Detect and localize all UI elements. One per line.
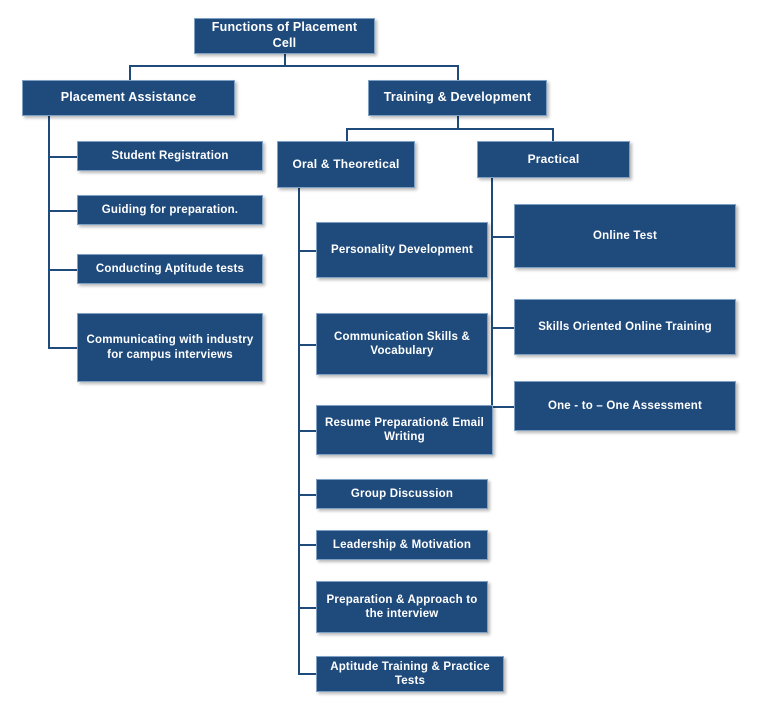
node-practical[interactable] [477,141,630,178]
connector-oral-branch-2 [298,344,316,346]
connector-placement-branch-2 [48,210,77,212]
node-root-label: Functions of Placement Cell [211,20,358,50]
node-one-to-one-assessment[interactable] [514,381,736,431]
node-aptitude-training-practice-tests[interactable] [316,656,504,692]
node-label: Guiding for preparation. [101,203,239,216]
node-label: Online Test [593,229,657,242]
connector-placement-branch-1 [48,156,77,158]
node-placement-assistance-label: Placement Assistance [60,90,197,105]
node-group-discussion[interactable] [316,479,488,509]
node-oral-theoretical[interactable] [277,141,415,188]
connector-placement-spine [48,116,50,348]
node-personality-development[interactable] [316,222,488,278]
node-online-test[interactable] [514,204,736,268]
node-label: Aptitude Training & Practice Tests [330,660,490,687]
node-placement-assistance[interactable] [22,80,235,116]
node-label: Communicating with industry for campus interviews [86,334,254,361]
connector-placement-branch-3 [48,269,77,271]
node-communication-skills-vocabulary[interactable] [316,313,488,375]
connector-to-oral [346,128,348,141]
connector-oral-branch-7 [298,673,316,675]
connector-to-training-development [457,65,459,80]
node-training-development[interactable] [368,80,547,116]
connector-to-practical [552,128,554,141]
node-student-registration[interactable] [77,141,263,171]
connector-oral-branch-4 [298,494,316,496]
connector-practical-branch-3 [491,406,514,408]
connector-placement-branch-4 [48,347,77,349]
node-preparation-approach-interview[interactable] [316,581,488,633]
node-label: Leadership & Motivation [332,538,472,551]
connector-oral-branch-6 [298,607,316,609]
node-resume-preparation-email-writing[interactable] [316,405,493,455]
connector-oral-spine [298,178,300,674]
node-communicating-industry[interactable] [77,313,263,382]
connector-oral-branch-3 [298,430,316,432]
connector-level2-bus [346,128,552,130]
node-label: Student Registration [111,149,229,162]
connector-oral-branch-5 [298,544,316,546]
node-conducting-aptitude-tests[interactable] [77,254,263,284]
node-label: One - to – One Assessment [547,399,703,412]
connector-level1-bus [129,65,459,67]
connector-practical-branch-1 [491,236,514,238]
node-label: Resume Preparation& Email Writing [324,416,485,443]
node-guiding-preparation[interactable] [77,195,263,225]
node-leadership-motivation[interactable] [316,530,488,560]
node-skills-oriented-online-training[interactable] [514,299,736,355]
node-label: Skills Oriented Online Training [538,320,712,333]
connector-practical-spine [491,178,493,406]
node-label: Preparation & Approach to the interview [326,593,478,620]
node-label: Conducting Aptitude tests [95,262,245,275]
node-label: Personality Development [330,243,473,256]
node-label: Group Discussion [350,487,454,500]
connector-to-placement-assistance [129,65,131,80]
node-training-development-label: Training & Development [383,90,532,105]
node-oral-theoretical-label: Oral & Theoretical [292,157,400,171]
node-practical-label: Practical [527,152,580,166]
connector-practical-branch-2 [491,327,514,329]
node-root[interactable] [194,18,375,54]
connector-oral-branch-1 [298,250,316,252]
node-label: Communication Skills & Vocabulary [333,330,471,357]
